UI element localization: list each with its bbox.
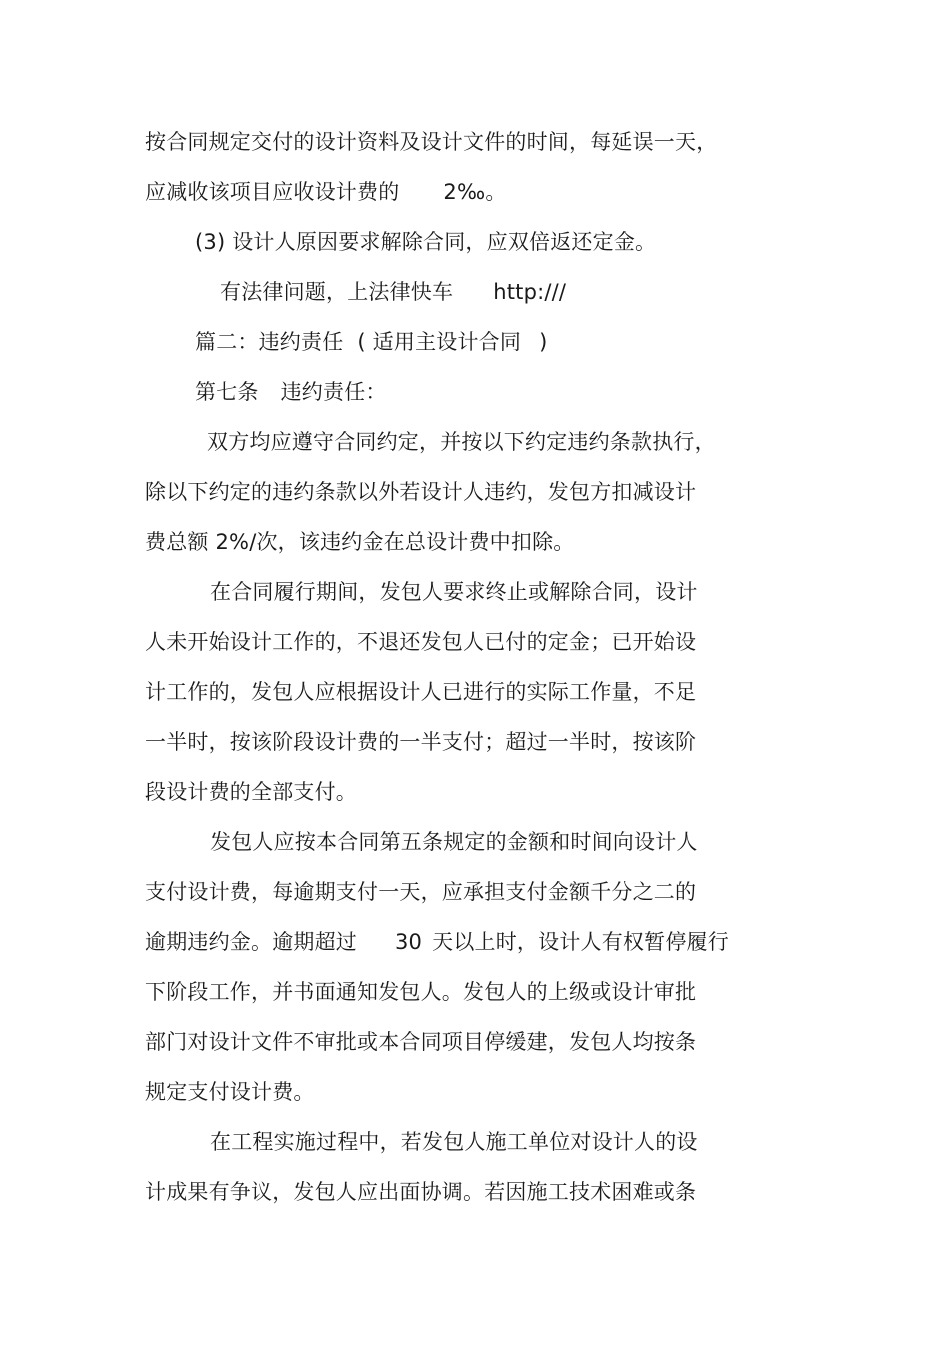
text-fragment: 2‰。 [443,180,507,204]
text-line: 人未开始设计工作的，不退还发包人已付的定金；已开始设 [145,630,697,654]
text-fragment: 篇二：违约责任 [195,330,344,354]
text-line: 计工作的，发包人应根据设计人已进行的实际工作量，不足 [145,680,697,704]
text-line [195,327,547,357]
text-line: 规定支付设计费。 [145,1080,315,1104]
text-line: 在工程实施过程中，若发包人施工单位对设计人的设 [210,1130,698,1154]
text-line: 发包人应按本合同第五条规定的金额和时间向设计人 [210,830,698,854]
text-line [145,927,729,957]
text-line: 按合同规定交付的设计资料及设计文件的时间，每延误一天， [145,130,718,154]
text-line: 支付设计费，每逾期支付一天，应承担支付金额千分之二的 [145,880,697,904]
text-line: 部门对设计文件不审批或本合同项目停缓建，发包人均按条 [145,1030,697,1054]
text-fragment: ) [539,330,548,354]
text-line: 在合同履行期间，发包人要求终止或解除合同，设计 [210,580,698,604]
text-line: (3) 设计人原因要求解除合同，应双倍返还定金。 [195,230,657,254]
text-line: 一半时，按该阶段设计费的一半支付；超过一半时，按该阶 [145,730,697,754]
text-line: 费总额 2%/次，该违约金在总设计费中扣除。 [145,530,575,554]
text-fragment: 违约责任： [280,380,387,404]
text-line: 除以下约定的违约条款以外若设计人违约，发包方扣减设计 [145,480,697,504]
text-line [145,177,507,207]
text-fragment: 第七条 [195,380,259,404]
text-line: 双方均应遵守合同约定，并按以下约定违约条款执行， [207,430,716,454]
text-fragment: 有法律问题，上法律快车 [220,280,454,304]
text-fragment: 天以上时，设计人有权暂停履行 [432,930,729,954]
text-fragment: ( 适用主设计合同 [357,330,522,354]
text-line [220,277,566,307]
text-line: 计成果有争议，发包人应出面协调。若因施工技术困难或条 [145,1180,697,1204]
text-line: 下阶段工作，并书面通知发包人。发包人的上级或设计审批 [145,980,697,1004]
link-text: http:/// [493,280,567,304]
text-fragment: 应减收该项目应收设计费的 [145,180,400,204]
text-line [195,377,387,407]
text-line: 段设计费的全部支付。 [145,780,357,804]
text-fragment: 逾期违约金。逾期超过 [145,930,357,954]
text-fragment: 30 [395,930,423,954]
